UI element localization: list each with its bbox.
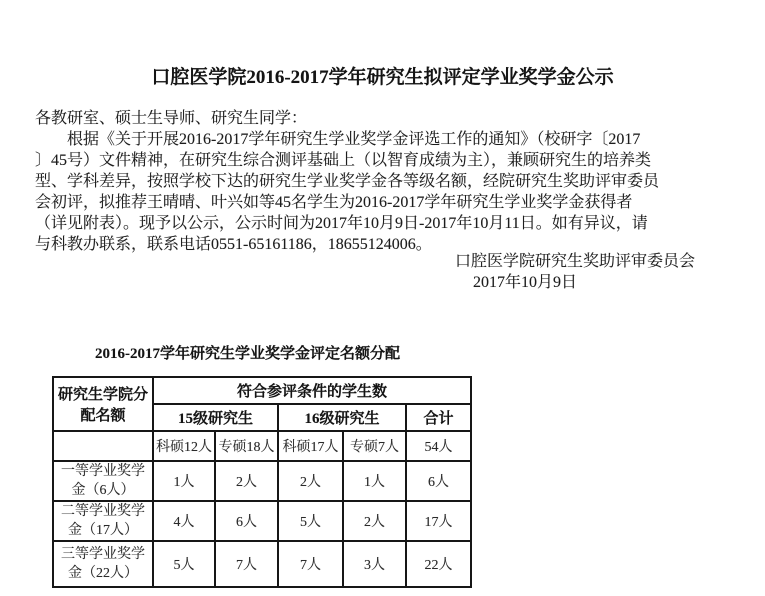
count-grade15-zhuansu: 专硕18人 (215, 431, 278, 461)
count-grade16-zhuansu: 专硕7人 (343, 431, 406, 461)
cell-value: 6人 (406, 461, 471, 501)
cell-value: 17人 (406, 501, 471, 541)
count-grade16-kesu: 科硕17人 (278, 431, 343, 461)
header-total: 合计 (406, 404, 471, 431)
count-grade15-kesu: 科硕12人 (153, 431, 215, 461)
document-title: 口腔医学院2016-2017学年研究生拟评定学业奖学金公示 (151, 67, 614, 88)
paragraph-line-3: 型、学科差异，按照学校下达的研究生学业奖学金各等级名额，经院研究生奖助评审委员 (35, 173, 660, 190)
signature-date: 2017年10月9日 (472, 274, 577, 291)
cell-value: 4人 (153, 501, 215, 541)
cell-value: 7人 (278, 541, 343, 587)
header-grade16: 16级研究生 (278, 404, 406, 431)
paragraph-line-4: 会初评，拟推荐王晴晴、叶兴如等45名学生为2016-2017学年研究生学业奖学金获得者 (35, 194, 633, 211)
row-label-first-class: 一等学业奖学金（6人） (53, 461, 153, 501)
cell-value: 3人 (343, 541, 406, 587)
cell-value: 22人 (406, 541, 471, 587)
paragraph-line-6: 与科教办联系，联系电话0551-65161186，18655124006。 (35, 236, 432, 253)
header-eligible-students: 符合参评条件的学生数 (153, 377, 471, 404)
table-row-third-class (53, 541, 471, 587)
empty-cell (53, 431, 153, 461)
cell-value: 2人 (278, 461, 343, 501)
cell-value: 7人 (215, 541, 278, 587)
count-total: 54人 (406, 431, 471, 461)
table-row-second-class (53, 501, 471, 541)
row-label-third-class: 三等学业奖学金（22人） (53, 541, 153, 587)
cell-value: 1人 (343, 461, 406, 501)
body-text (35, 108, 735, 255)
cell-value: 6人 (215, 501, 278, 541)
signature-committee: 口腔医学院研究生奖助评审委员会 (454, 253, 695, 270)
row-label-second-class: 二等学业奖学金（17人） (53, 501, 153, 541)
table-title: 2016-2017学年研究生学业奖学金评定名额分配 (95, 346, 400, 362)
cell-value: 5人 (153, 541, 215, 587)
header-grade15: 15级研究生 (153, 404, 278, 431)
table-row-first-class (53, 461, 471, 501)
salutation: 各教研室、硕士生导师、研究生同学： (35, 110, 308, 127)
cell-value: 2人 (215, 461, 278, 501)
cell-value: 2人 (343, 501, 406, 541)
cell-value: 5人 (278, 501, 343, 541)
header-college-quota: 研究生学院分配名额 (53, 377, 153, 431)
paragraph-line-2: 〕45号）文件精神，在研究生综合测评基础上（以智育成绩为主），兼顾研究生的培养类 (35, 152, 652, 169)
cell-value: 1人 (153, 461, 215, 501)
paragraph-line-1: 根据《关于开展2016-2017学年研究生学业奖学金评选工作的通知》（校研字〔2017 (67, 131, 641, 148)
table-row-counts (53, 431, 471, 461)
quota-allocation-table (52, 376, 472, 588)
paragraph-line-5: （详见附表）。现予以公示，公示时间为2017年10月9日-2017年10月11日。如有异议，请 (35, 215, 648, 232)
